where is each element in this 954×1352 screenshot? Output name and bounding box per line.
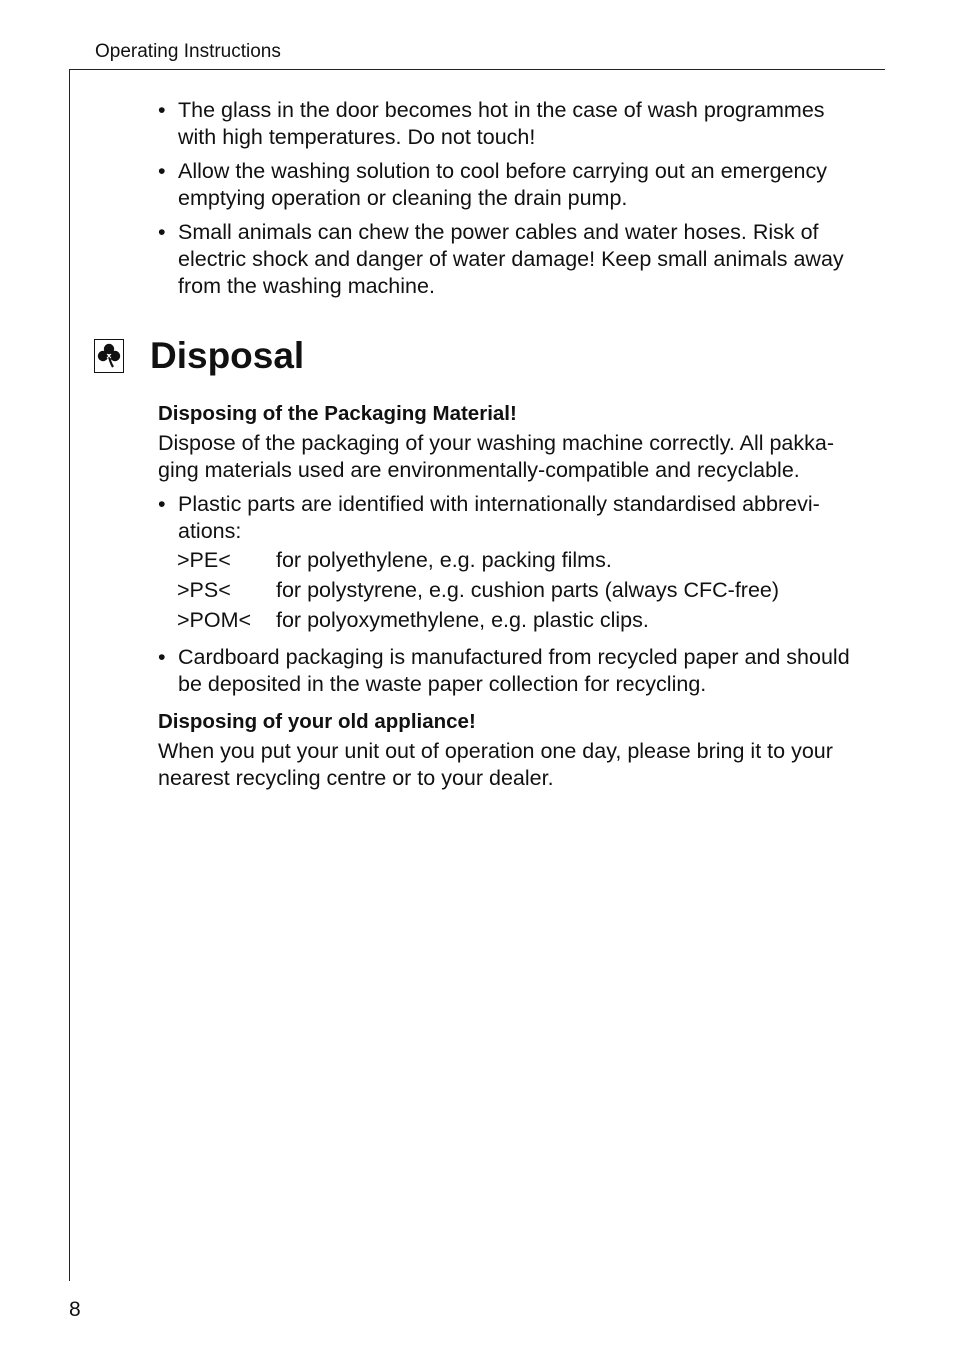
bullet-mark: • <box>158 492 166 516</box>
abbreviation-desc: for polyoxymethylene, e.g. plastic clips. <box>276 608 649 632</box>
bullet-mark: • <box>158 220 166 244</box>
list-item <box>158 158 863 212</box>
bullet-mark: • <box>158 159 166 183</box>
list-item-text: The glass in the door becomes hot in the case of wash programmes with high temperatures. Do not touch! <box>178 98 825 149</box>
list-item-text: Allow the washing solution to cool before carrying out an emergency emptying operation or cleaning the drain pump. <box>178 159 827 210</box>
bullet-mark: • <box>158 645 166 669</box>
list-item-text: Cardboard packaging is manufactured from recycled paper and should be deposited in the waste paper collection for recycling. <box>178 645 850 696</box>
old-appliance-heading: Disposing of your old appliance! <box>158 710 476 733</box>
safety-bullet-list <box>158 97 863 307</box>
list-item-text: Plastic parts are identified with internationally standardised abbrevi-ations: <box>178 492 820 543</box>
abbreviation-code: >PS< <box>177 578 231 602</box>
packaging-heading: Disposing of the Packaging Material! <box>158 402 517 425</box>
list-item <box>158 219 863 300</box>
running-header: Operating Instructions <box>95 41 281 62</box>
section-title <box>94 334 304 378</box>
page-title: Disposal <box>150 335 305 376</box>
abbreviation-desc: for polyethylene, e.g. packing films. <box>276 548 612 572</box>
list-item <box>158 644 863 698</box>
abbreviation-code: >POM< <box>177 608 252 632</box>
table-row <box>177 545 863 575</box>
top-rule <box>69 69 885 70</box>
abbreviation-desc: for polystyrene, e.g. cushion parts (always CFC-free) <box>276 578 780 602</box>
table-row <box>177 605 863 635</box>
disposal-content <box>158 400 863 792</box>
abbreviation-table <box>158 545 863 635</box>
packaging-intro: Dispose of the packaging of your washing machine correctly. All pakka-ging materials used are environmentally-compatible and recyclable. <box>158 431 835 482</box>
list-item <box>158 491 863 545</box>
table-row <box>177 575 863 605</box>
bullet-mark: • <box>158 98 166 122</box>
page-number: 8 <box>69 1298 81 1321</box>
list-item-text: Small animals can chew the power cables and water hoses. Risk of electric shock and danger of water damage! Keep small animals away from the washing machine. <box>178 220 844 298</box>
clover-icon <box>94 339 124 373</box>
abbreviation-code: >PE< <box>177 548 231 572</box>
old-appliance-text: When you put your unit out of operation one day, please bring it to your nearest recycling centre or to your dealer. <box>158 739 833 790</box>
list-item <box>158 97 863 151</box>
left-rule <box>69 69 70 1281</box>
